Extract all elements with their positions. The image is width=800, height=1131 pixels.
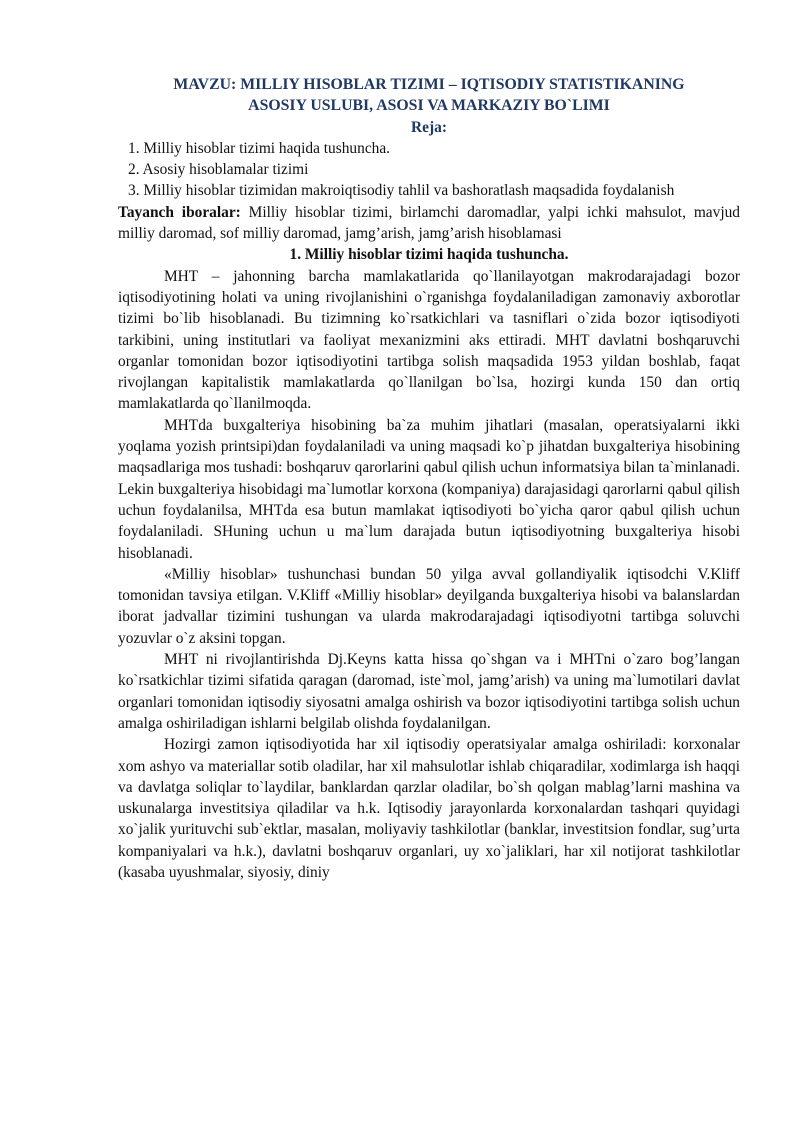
document-page: [118, 74, 740, 883]
section-heading: 1. Milliy hisoblar tizimi haqida tushuncha.: [289, 246, 569, 264]
keywords-label: Tayanch iboralar:: [118, 203, 241, 221]
keywords-text: Milliy hisoblar tizimi, birlamchi daromadlar, yalpi ichki mahsulot, mavjud milliy daromad, sof milliy daromad, jamg’arish, jamg’arish hisoblamasi: [118, 203, 740, 243]
plan-heading: Reja:: [411, 118, 447, 136]
paragraph-1: MHT – jahonning barcha mamlakatlarida qo`llanilayotgan makrodarajadagi bozor iqtisodiyotining holati va uning rivojlanishini o`rganishga foydalaniladigan zamonaviy axborotlar tizimi bo`lib hisoblanadi. Bu tizimning ko`rsatkichlari va tasniflari o`zida bozor iqtisodiyoti tarkibini, uning institutlari va faoliyat mexanizmini aks ettiradi. MHT davlatni boshqaruvchi organlar tomonidan bozor iqtisodiyotini tartibga solish maqsadida 1953 yildan boshlab, faqat rivojlangan kapitalistik mamlakatlarda qo`llanilgan bo`lsa, hozirgi kunda 150 dan ortiq mamlakatlarda qo`llanilmoqda.: [118, 267, 740, 413]
paragraph-4: MHT ni rivojlantirishda Dj.Keyns katta hissa qo`shgan va i MHTni o`zaro bog’langan ko`rsatkichlar tizimi sifatida qaragan (daromad, iste`mol, jamg’arish) va uning ma`lumotilari davlat organlari tomonidan iqtisodiy siyosatni amalga oshirish va bozor iqtisodiyotini tartibga solish uchun amalga oshiriladigan ishlarni belgilab olishda foydalanilgan.: [118, 651, 740, 732]
paragraph-2: MHTda buxgalteriya hisobining ba`za muhim jihatlari (masalan, operatsiyalarni ikki yoqlama yozish printsipi)dan foydalaniladi va uning maqsadi ko`p jihatdan buxgalteriya hisobining maqsadlariga mos tushadi: boshqaruv qarorlarini qabul qilish uchun informatsiya bilan ta`minlanadi. Lekin buxgalteriya hisobidagi ma`lumotlar korxona (kompaniya) darajasidagi qarorlarni qabul qilish uchun foydalanilsa, MHTda esa butun mamlakat iqtisodiyoti bo`yicha qaror qabul qilish uchun foydalaniladi. SHuning uchun u ma`lum darajada butun iqtisodiyotning buxgalteriya hisobi hisoblanadi.: [118, 416, 740, 562]
paragraph-3: «Milliy hisoblar» tushunchasi bundan 50 yilga avval gollandiyalik iqtisodchi V.Kliff tomonidan tavsiya etilgan. V.Kliff «Milliy hisoblar» deyilganda buxgalteriya hisobi va balanslardan iborat jadvallar tizimini tushungan va ularda makrodarajadagi iqtisodiyotni tartibga soluvchi yozuvlar o`z aksini topgan.: [118, 565, 740, 647]
document-title: [118, 74, 740, 117]
keywords-paragraph: [118, 202, 740, 245]
title-line-1: MAVZU: MILLIY HISOBLAR TIZIMI – IQTISODIY STATISTIKANING: [173, 76, 685, 93]
title-line-2: ASOSIY USLUBI, ASOSI VA MARKAZIY BO`LIMI: [248, 97, 610, 115]
paragraph-5: Hozirgi zamon iqtisodiyotida har xil iqtisodiy operatsiyalar amalga oshiriladi: korxonalar xom ashyo va materiallar sotib oladilar, har xil mahsulotlar ishlab chiqaradilar, xodimlarga ish haqqi va davlatga soliqlar to`laydilar, banklardan qarzlar oladilar, bo`sh qolgan mablag’larni mashina va uskunalarga investitsiya qiladilar va h.k. Iqtisodiy jarayonlarda korxonalardan tashqari quyidagi xo`jalik yurituvchi sub`ektlar, masalan, moliyaviy tashkilotlar (banklar, investitsion fondlar, sug’urta kompaniyalari va h.k.), davlatni boshqaruv organlari, uy xo`jaliklari, har xil notijorat tashkilotlar (kasaba uyushmalar, siyosiy, diniy: [118, 736, 740, 881]
plan-item-3: 3. Milliy hisoblar tizimidan makroiqtisodiy tahlil va bashoratlash maqsadida foydalanish: [128, 182, 675, 200]
plan-item-2: 2. Asosiy hisoblamalar tizimi: [128, 161, 309, 179]
plan-item-1: 1. Milliy hisoblar tizimi haqida tushuncha.: [128, 139, 391, 157]
